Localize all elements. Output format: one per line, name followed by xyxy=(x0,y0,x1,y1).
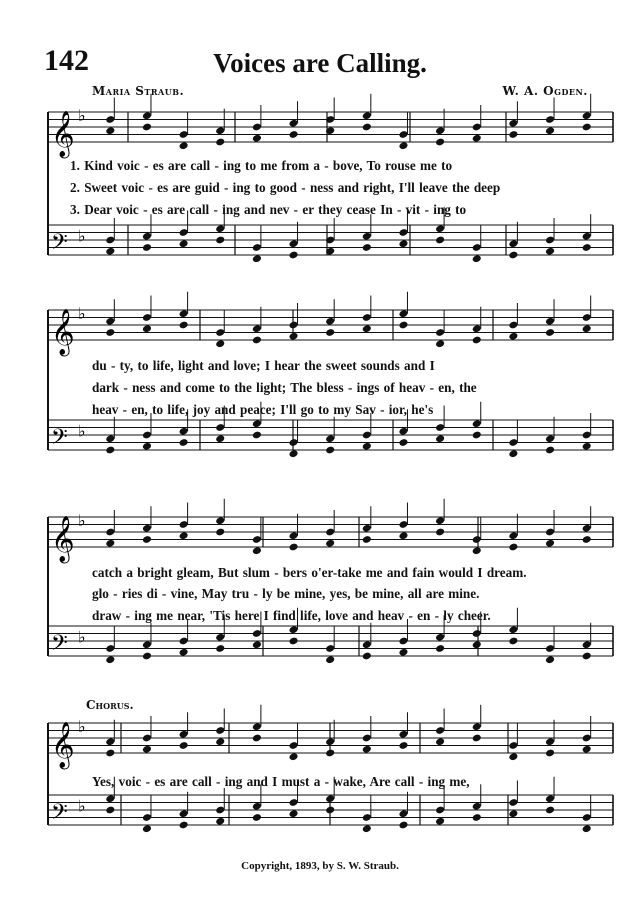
system1-verse2: 2. Sweet voic - es are guid - ing to good - ness and right, I'll leave the deep xyxy=(70,180,501,195)
system1-verse1: 1. Kind voic - es are call - ing to me from a - bove, To rouse me to xyxy=(70,158,453,173)
system3-verse3: draw - ing me near, 'Tis here I find life, love and heav - en - ly cheer. xyxy=(92,608,491,623)
system2-verse3: heav - en, to life, joy and peace; I'll go to my Sav - ior, he's xyxy=(92,402,434,417)
system3-treble-treble-clef-icon: 𝄞 xyxy=(51,516,75,562)
copyright-notice: Copyright, 1893, by S. W. Straub. xyxy=(241,860,399,872)
chorus-line: Yes, voic - es are call - ing and I must a - wake, Are call - ing me, xyxy=(92,774,470,789)
system3-verse2: glo - ries di - vine, May tru - ly be mine, yes, be mine, all are mine. xyxy=(92,586,480,601)
system1-verse3: 3. Dear voic - es are call - ing and nev - er they cease In - vit - ing to xyxy=(70,202,467,217)
system2-verse2: dark - ness and come to the light; The bless - ings of heav - en, the xyxy=(92,380,477,395)
system4-treble-flat-icon: ♭ xyxy=(78,717,86,736)
system1-bass-bass-clef-icon: 𝄢 xyxy=(51,230,68,260)
hymn-title: Voices are Calling. xyxy=(213,48,427,78)
composer-credit: W. A. Ogden. xyxy=(502,84,588,98)
lyricist-credit: Maria Straub. xyxy=(92,84,185,98)
system2-treble-flat-icon: ♭ xyxy=(78,304,86,323)
system2-bass-bass-clef-icon: 𝄢 xyxy=(51,425,68,455)
system4-treble-treble-clef-icon: 𝄞 xyxy=(51,722,75,768)
page-number: 142 xyxy=(44,44,89,77)
system2-verse1: du - ty, to life, light and love; I hear the sweet sounds and I xyxy=(92,358,435,373)
system4-bass-bass-clef-icon: 𝄢 xyxy=(51,800,68,830)
system1-treble-flat-icon: ♭ xyxy=(78,106,86,125)
system1-treble-treble-clef-icon: 𝄞 xyxy=(51,111,75,157)
system3-bass-bass-clef-icon: 𝄢 xyxy=(51,631,68,661)
system3-bass-flat-icon: ♭ xyxy=(78,627,86,647)
chorus-label: Chorus. xyxy=(86,698,134,712)
system2-treble-treble-clef-icon: 𝄞 xyxy=(51,309,75,355)
system1-bass-flat-icon: ♭ xyxy=(78,226,86,246)
system3-treble-flat-icon: ♭ xyxy=(78,511,86,530)
system4-bass-flat-icon: ♭ xyxy=(78,796,86,816)
system3-verse1: catch a bright gleam, But slum - bers o'er-take me and fain would I dream. xyxy=(92,565,527,580)
system2-bass-flat-icon: ♭ xyxy=(78,421,86,441)
